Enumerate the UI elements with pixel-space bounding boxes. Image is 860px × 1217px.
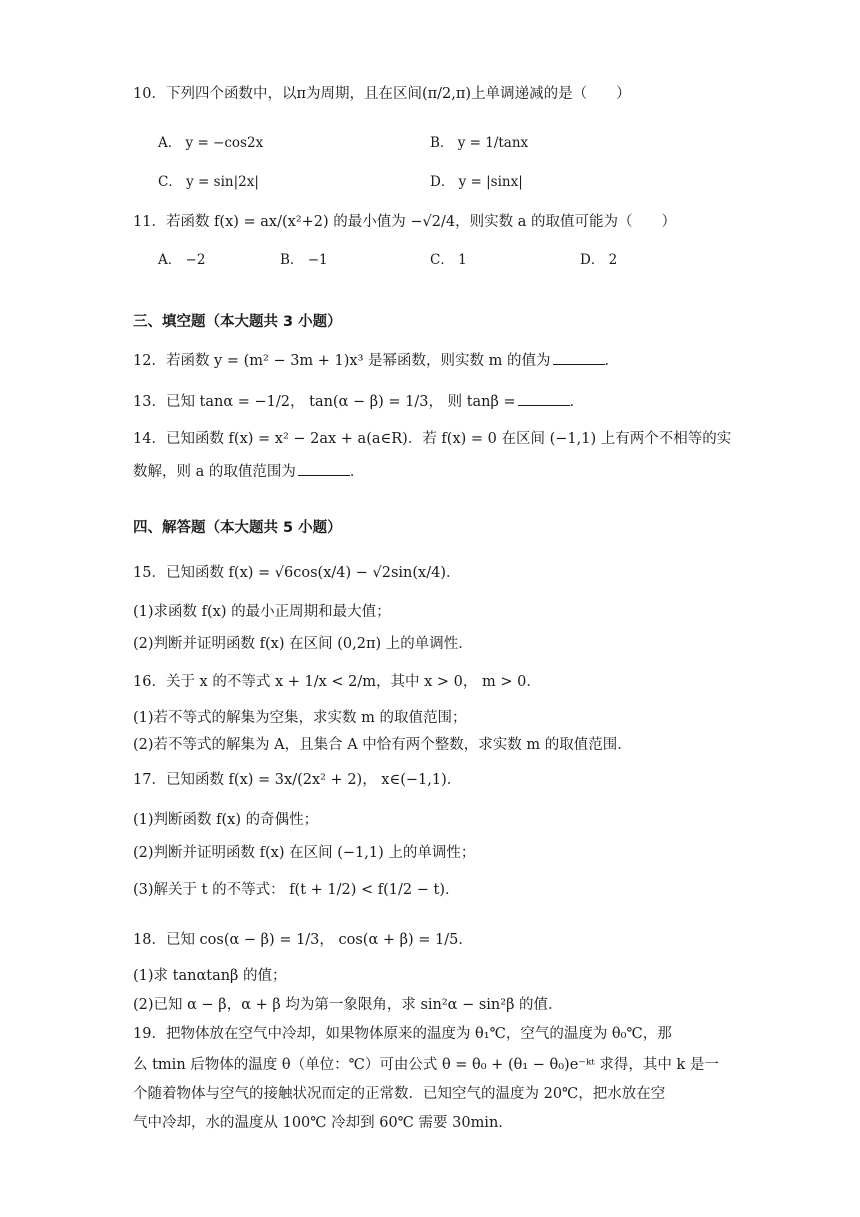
question-16-part-1: (1)若不等式的解集为空集，求实数 m 的取值范围； [133, 710, 467, 726]
question-10-stem: 10．下列四个函数中，以π为周期，且在区间(π/2,π)上单调递减的是（ ） [133, 86, 631, 102]
question-14-line-2: 数解，则 a 的取值范围为 ． [133, 461, 364, 482]
question-10-option-d: D． y = |sinx| [430, 174, 523, 190]
answer-blank [553, 350, 605, 365]
question-10-option-a: A． y = −cos2x [158, 135, 264, 151]
section-4-title: 四、解答题（本大题共 5 小题） [133, 520, 342, 536]
question-17-stem: 17．已知函数 f(x) = 3x/(2x² + 2)， x∈(−1,1)． [133, 772, 462, 788]
question-16-part-2: (2)若不等式的解集为 A，且集合 A 中恰有两个整数，求实数 m 的取值范围． [133, 737, 632, 753]
question-18-part-1: (1)求 tanαtanβ 的值； [133, 968, 287, 984]
question-11-option-b: B． −1 [280, 252, 328, 268]
question-14-line-1: 14．已知函数 f(x) = x² − 2ax + a(a∈R)．若 f(x) = 0 在区间 (−1,1) 上有两个不相等的实 [133, 431, 732, 447]
question-15-stem: 15．已知函数 f(x) = √6cos(x/4) − √2sin(x/4)． [133, 565, 461, 581]
question-15-part-1: (1)求函数 f(x) 的最小正周期和最大值； [133, 604, 391, 620]
question-10-option-b: B． y = 1/tanx [430, 135, 529, 151]
question-18-part-2: (2)已知 α − β，α + β 均为第一象限角，求 sin²α − sin²β 的值． [133, 997, 563, 1013]
question-11-option-c: C． 1 [430, 252, 467, 268]
question-11-option-d: D． 2 [580, 252, 618, 268]
question-16-stem: 16．关于 x 的不等式 x + 1/x < 2/m，其中 x > 0， m > 0． [133, 674, 541, 690]
question-11-stem: 11．若函数 f(x) = ax/(x²+2) 的最小值为 −√2/4，则实数 a 的取值可能为（ ） [133, 214, 676, 230]
question-14-text: 数解，则 a 的取值范围为 [133, 464, 296, 480]
question-17-part-1: (1)判断函数 f(x) 的奇偶性； [133, 812, 319, 828]
question-17-part-2: (2)判断并证明函数 f(x) 在区间 (−1,1) 上的单调性； [133, 845, 476, 861]
answer-blank [518, 391, 570, 406]
question-18-stem: 18．已知 cos(α − β) = 1/3， cos(α + β) = 1/5． [133, 932, 473, 948]
question-19-line-3: 个随着物体与空气的接触状况而定的正常数．已知空气的温度为 20℃，把水放在空 [133, 1086, 666, 1102]
section-3-title: 三、填空题（本大题共 3 小题） [133, 314, 342, 330]
question-15-part-2: (2)判断并证明函数 f(x) 在区间 (0,2π) 上的单调性． [133, 636, 473, 652]
question-11-option-a: A． −2 [158, 252, 206, 268]
answer-blank [298, 461, 350, 476]
question-13-text: 13．已知 tanα = −1/2， tan(α − β) = 1/3， 则 tanβ = [133, 394, 516, 410]
question-12: 12．若函数 y = (m² − 3m + 1)x³ 是幂函数，则实数 m 的值为 ． [133, 350, 619, 371]
question-17-part-3: (3)解关于 t 的不等式： f(t + 1/2) < f(1/2 − t)． [133, 882, 460, 898]
question-19-line-1: 19．把物体放在空气中冷却，如果物体原来的温度为 θ₁℃，空气的温度为 θ₀℃，那 [133, 1026, 672, 1042]
question-12-text: 12．若函数 y = (m² − 3m + 1)x³ 是幂函数，则实数 m 的值为 [133, 353, 551, 369]
question-19-line-2: 么 tmin 后物体的温度 θ（单位：℃）可由公式 θ = θ₀ + (θ₁ − θ₀)e⁻ᵏᵗ 求得，其中 k 是一 [133, 1057, 719, 1073]
question-10-option-c: C． y = sin|2x| [158, 174, 259, 190]
question-13: 13．已知 tanα = −1/2， tan(α − β) = 1/3， 则 tanβ = ． [133, 391, 584, 412]
question-19-line-4: 气中冷却，水的温度从 100℃ 冷却到 60℃ 需要 30min． [133, 1115, 513, 1131]
